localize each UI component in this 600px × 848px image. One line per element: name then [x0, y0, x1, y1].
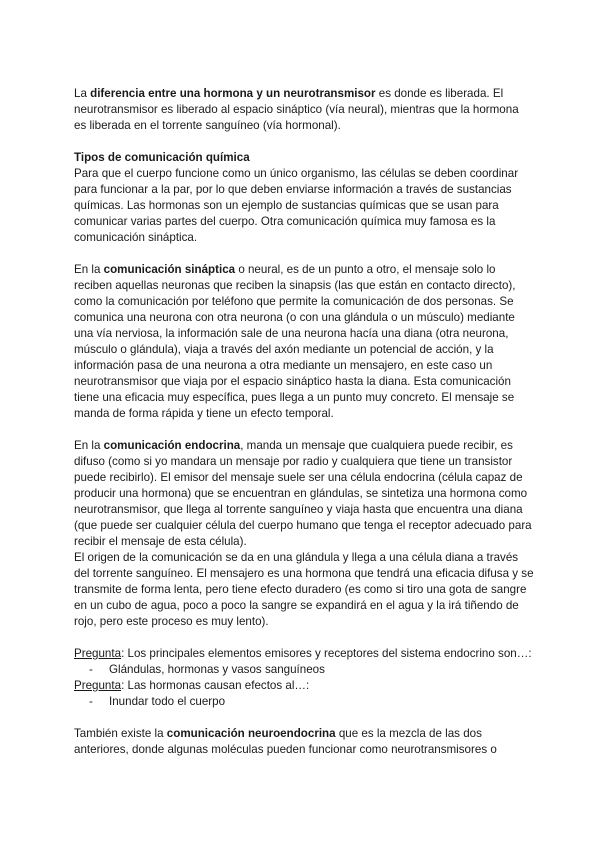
question — [74, 678, 534, 694]
document-body — [74, 86, 534, 758]
paragraph-endocrine-origin: El origen de la comunicación se da en una glándula y llega a una célula diana a través del torrente sanguíneo. El mensajero es una hormona que tendrá una eficacia difusa y se transmite de forma lenta, pero tiene efecto duradero (es como si tiro una gota de sangre en un cubo de agua, poco a poco la sangre se expandirá en el agua y la irá tiñendo de rojo, pero este proceso es muy lento). — [74, 551, 534, 628]
paragraph-hormone-vs-neurotransmitter — [74, 86, 534, 134]
bold-term: diferencia entre una hormona y un neurotransmisor — [90, 87, 376, 100]
text-run: En la — [74, 439, 104, 452]
paragraph-intro: Para que el cuerpo funcione como un único organismo, las células se deben coordinar para funcionar a la par, por lo que deben enviarse información a través de sustancias químicas. Las hormonas son un ejemplo de sustancias químicas que se usan para comunicar varias partes del cuerpo. Otra comunicación química muy famosa es la comunicación sináptica. — [74, 167, 519, 244]
paragraph-endocrine — [74, 438, 534, 550]
question-text: : Los principales elementos emisores y receptores del sistema endocrino son…: — [121, 647, 532, 660]
text-run: También existe la — [74, 727, 167, 740]
text-run: que es la mezcla de las dos anteriores, donde algunas moléculas pueden funcionar como neurotransmisores o — [74, 727, 497, 756]
question-block — [74, 646, 534, 710]
answer-item — [74, 694, 534, 710]
answer-item — [74, 662, 534, 678]
question-text: : Las hormonas causan efectos al…: — [121, 679, 310, 692]
bullet-dash: - — [89, 695, 93, 708]
question — [74, 646, 534, 662]
paragraph-neuroendocrine — [74, 726, 534, 758]
section-heading: Tipos de comunicación química — [74, 151, 250, 164]
paragraph-synaptic — [74, 262, 534, 422]
answer-text: Inundar todo el cuerpo — [109, 695, 226, 708]
answer-text: Glándulas, hormonas y vasos sanguíneos — [109, 663, 325, 676]
text-run: , manda un mensaje que cualquiera puede recibir, es difuso (como si yo mandara un mensaje por radio y cualquiera que tiene un transistor puede recibirlo). El emisor del mensaje suele ser una célula endocrina (célula capaz de producir una hormona) que se encuentran en glándulas, se sintetiza una hormona como neurotransmisor, que llega al torrente sanguíneo y viaja hasta que encuentra una diana (que puede ser cualquier célula del cuerpo humano que tenga el receptor adecuado para recibir el mensaje de esta célula). — [74, 439, 532, 548]
text-run: La — [74, 87, 91, 100]
text-run: es donde es liberada. El neurotransmisor es liberado al espacio sináptico (vía neural), mientras que la hormona es liberada en el torrente sanguíneo (vía hormonal). — [74, 87, 519, 132]
text-run: o neural, es de un punto a otro, el mensaje solo lo reciben aquellas neuronas que reciben la sinapsis (las que están en contacto directo), como la comunicación por teléfono que permite la comunicación de dos personas. Se comunica una neurona con otra neurona (o con una glándula o un músculo) mediante una vía nerviosa, la información sale de una neurona hacía una diana (otra neurona, músculo o glándula), viaja a través del axón mediante un potencial de acción, y la información pasa de una neurona a otra mediante un mensajero, en este caso un neurotransmisor que viaja por el espacio sináptico hasta la diana. Esta comunicación tiene una eficacia muy específica, pues llega a un punto muy concreto. El mensaje se manda de forma rápida y tiene un efecto temporal. — [74, 263, 516, 420]
bullet-dash: - — [89, 663, 93, 676]
bold-term: comunicación sináptica — [103, 263, 236, 276]
question-label: Pregunta — [74, 647, 122, 660]
bold-term: comunicación endocrina — [103, 439, 241, 452]
text-run: En la — [74, 263, 104, 276]
bold-term: comunicación neuroendocrina — [166, 727, 336, 740]
question-label: Pregunta — [74, 679, 122, 692]
